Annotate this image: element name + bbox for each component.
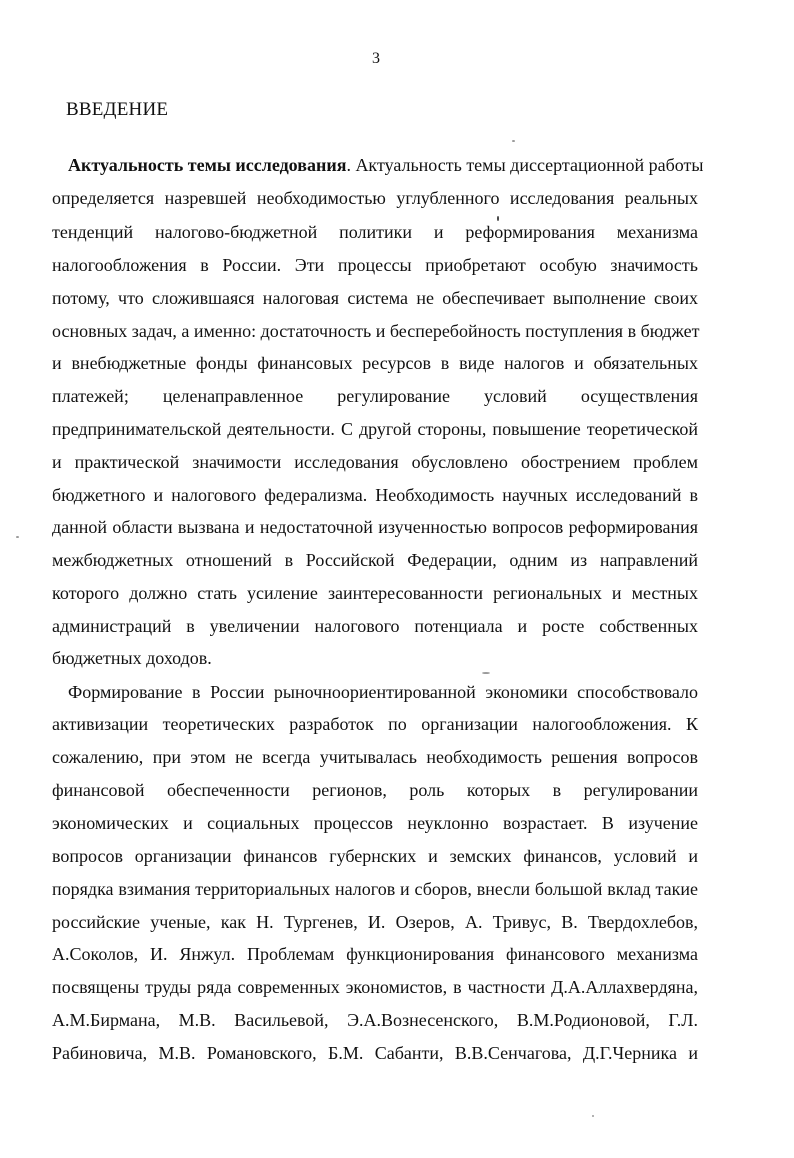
paragraph-2-line-8: российские ученые, как Н. Тургенев, И. Озеров, А. Тривус, В. Твердохлебов,: [52, 912, 698, 932]
paragraph-2-line-4: финансовой обеспеченности регионов, роль которых в регулировании: [52, 780, 698, 800]
paragraph-1-line-9: предпринимательской деятельности. С другой стороны, повышение теоретической: [52, 419, 698, 439]
paragraph-1-line-1: [68, 154, 704, 176]
paragraph-2-line-9: А.Соколов, И. Янжул. Проблемам функционирования финансового механизма: [52, 944, 698, 964]
paragraph-1-line-14: которого должно стать усиление заинтересованности региональных и местных: [52, 583, 698, 603]
scan-speck: [592, 1115, 594, 1117]
paragraph-2-line-7: порядка взимания территориальных налогов и сборов, внесли большой вклад такие: [52, 879, 698, 899]
paragraph-1-line-10: и практической значимости исследования обусловлено обострением проблем: [52, 452, 698, 472]
paragraph-1-line-4: налогообложения в России. Эти процессы приобретают особую значимость: [52, 255, 698, 275]
section-heading: ВВЕДЕНИЕ: [66, 99, 169, 120]
paragraph-1-line-13: межбюджетных отношений в Российской Федерации, одним из направлений: [52, 550, 698, 570]
paragraph-1-line-6: основных задач, а именно: достаточность и бесперебойность поступления в бюджет: [52, 321, 700, 341]
paragraph-1-line-2: определяется назревшей необходимостью углубленного исследования реальных: [52, 188, 698, 208]
paragraph-2-line-2: активизации теоретических разработок по организации налогообложения. К: [52, 714, 698, 734]
paragraph-2-line-6: вопросов организации финансов губернских и земских финансов, условий и: [52, 846, 698, 866]
paragraph-1-line-8: платежей; целенаправленное регулирование условий осуществления: [52, 386, 698, 406]
paragraph-1-line-12: данной области вызвана и недостаточной изученностью вопросов реформирования: [52, 517, 698, 537]
paragraph-1-line-5: потому, что сложившаяся налоговая система не обеспечивает выполнение своих: [52, 288, 698, 308]
paragraph-1-line-16: бюджетных доходов.: [52, 648, 212, 668]
paragraph-2-line-12: Рабиновича, М.В. Романовского, Б.М. Сабанти, В.В.Сенчагова, Д.Г.Черника и: [52, 1043, 698, 1063]
paragraph-2-line-5: экономических и социальных процессов неуклонно возрастает. В изучение: [52, 813, 698, 833]
scan-speck: [482, 672, 490, 674]
paragraph-2-line-11: А.М.Бирмана, М.В. Васильевой, Э.А.Вознесенского, В.М.Родионовой, Г.Л.: [52, 1010, 698, 1030]
scan-speck: [497, 216, 499, 221]
paragraph-1-line-3: тенденций налогово-бюджетной политики и реформирования механизма: [52, 222, 698, 242]
scan-speck: [512, 140, 515, 142]
paragraph-2-line-10: посвящены труды ряда современных экономистов, в частности Д.А.Аллахвердяна,: [52, 977, 698, 997]
paragraph-1-line-11: бюджетного и налогового федерализма. Необходимость научных исследований в: [52, 485, 698, 505]
paragraph-1-line-15: администраций в увеличении налогового потенциала и росте собственных: [52, 616, 698, 636]
page-number: 3: [372, 50, 380, 67]
lead-phrase: Актуальность темы исследования: [68, 155, 347, 175]
scan-speck: [16, 536, 19, 538]
paragraph-2-line-3: сожалению, при этом не всегда учитывалась необходимость решения вопросов: [52, 747, 698, 767]
paragraph-2-line-1: Формирование в России рыночноориентированной экономики способствовало: [68, 682, 698, 702]
paragraph-1-line-7: и внебюджетные фонды финансовых ресурсов в виде налогов и обязательных: [52, 353, 698, 373]
paragraph-1-line-1-text: . Актуальность темы диссертационной работы: [346, 155, 704, 175]
